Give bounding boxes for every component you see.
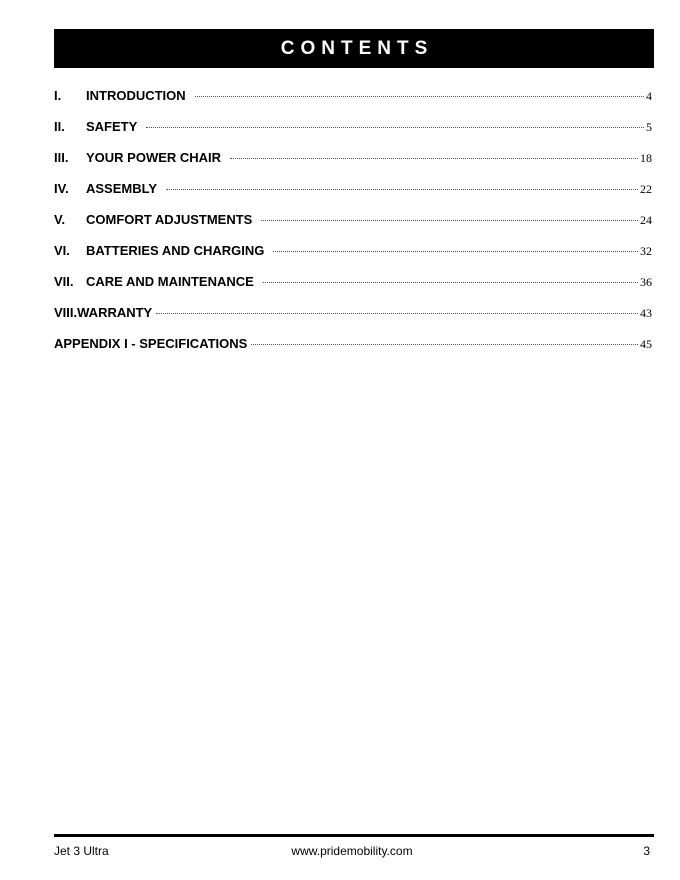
toc-entry-number: V. xyxy=(54,212,66,227)
footer-divider xyxy=(54,834,654,837)
toc-entry-label: CARE AND MAINTENANCE xyxy=(86,274,254,289)
toc-entry-number: II. xyxy=(54,119,65,134)
dot-leader xyxy=(146,127,644,128)
dot-leader xyxy=(156,313,638,314)
dot-leader xyxy=(273,251,638,252)
dot-leader xyxy=(261,220,638,221)
toc-entry-page: 4 xyxy=(646,89,652,103)
dot-leader xyxy=(195,96,644,97)
contents-title-bar xyxy=(54,29,654,68)
toc-entry-safety[interactable] xyxy=(54,117,652,148)
page-footer xyxy=(54,844,650,860)
toc-entry-batteries-and-charging[interactable] xyxy=(54,241,652,272)
toc-entry-comfort-adjustments[interactable] xyxy=(54,210,652,241)
toc-entry-number: VII. xyxy=(54,274,74,289)
toc-entry-page: 22 xyxy=(640,182,652,196)
dot-leader xyxy=(230,158,638,159)
toc-entry-your-power-chair[interactable] xyxy=(54,148,652,179)
toc-entry-page: 45 xyxy=(640,337,652,351)
toc-entry-label: COMFORT ADJUSTMENTS xyxy=(86,212,253,227)
footer-product-name: Jet 3 Ultra xyxy=(54,844,109,858)
dot-leader xyxy=(166,189,638,190)
toc-entry-label: INTRODUCTION xyxy=(86,88,186,103)
toc-entry-number: I. xyxy=(54,88,62,103)
toc-entry-number: III. xyxy=(54,150,69,165)
footer-page-number: 3 xyxy=(643,844,650,858)
toc-entry-assembly[interactable] xyxy=(54,179,652,210)
toc-entry-page: 43 xyxy=(640,306,652,320)
toc-entry-page: 36 xyxy=(640,275,652,289)
toc-entry-label: BATTERIES AND CHARGING xyxy=(86,243,265,258)
table-of-contents xyxy=(54,86,652,365)
toc-entry-page: 24 xyxy=(640,213,652,227)
dot-leader xyxy=(263,282,638,283)
toc-entry-label: YOUR POWER CHAIR xyxy=(86,150,222,165)
toc-entry-page: 18 xyxy=(640,151,652,165)
toc-entry-label: ASSEMBLY xyxy=(86,181,158,196)
toc-entry-number: VIII. xyxy=(54,305,78,320)
toc-entry-appendix-specifications[interactable] xyxy=(54,334,652,365)
toc-entry-number: IV. xyxy=(54,181,69,196)
toc-entry-page: 32 xyxy=(640,244,652,258)
toc-entry-label: APPENDIX I - SPECIFICATIONS xyxy=(54,336,248,351)
toc-entry-label: SAFETY xyxy=(86,119,138,134)
page-title: CONTENTS xyxy=(280,37,434,59)
toc-entry-care-and-maintenance[interactable] xyxy=(54,272,652,303)
toc-entry-number: VI. xyxy=(54,243,70,258)
dot-leader xyxy=(251,344,638,345)
footer-website-link[interactable]: www.pridemobility.com xyxy=(291,844,413,858)
toc-entry-warranty[interactable] xyxy=(54,303,652,334)
toc-entry-introduction[interactable] xyxy=(54,86,652,117)
toc-entry-label: WARRANTY xyxy=(77,305,153,320)
toc-entry-page: 5 xyxy=(646,120,652,134)
